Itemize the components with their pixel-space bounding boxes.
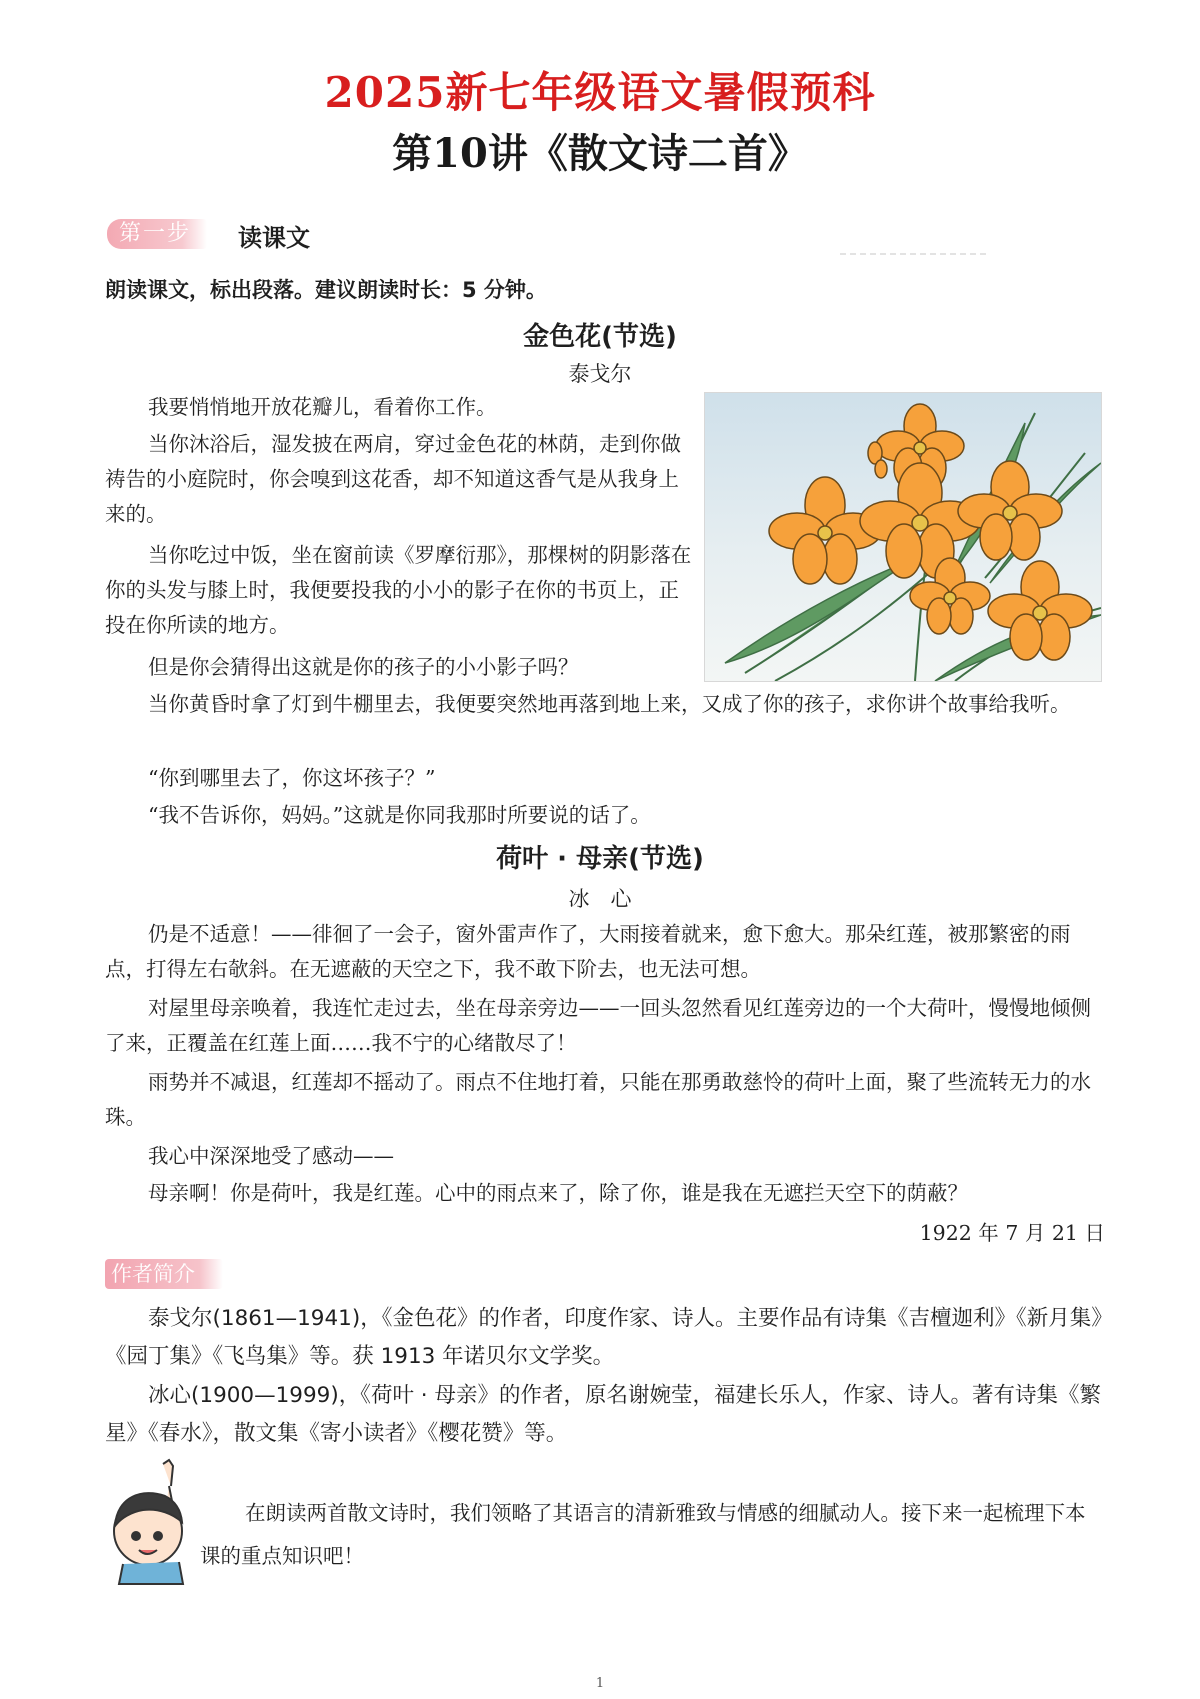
divider	[840, 253, 990, 255]
poem1-paragraph: 但是你会猜得出这就是你的孩子的小小影子吗？	[148, 655, 579, 679]
step-badge	[107, 219, 207, 249]
poem1-paragraph: 我要悄悄地开放花瓣儿，看着你工作。	[148, 395, 497, 419]
author-bio-bingxin: 冰心(1900—1999)，《荷叶 · 母亲》的作者，原名谢婉莹，福建长乐人，作家、诗人。著有诗集《繁星》《春水》，散文集《寄小读者》《樱花赞》等。	[105, 1383, 1101, 1446]
page-number: 1	[595, 1676, 605, 1691]
poem1-paragraph: 当你沐浴后，湿发披在两肩，穿过金色花的林荫，走到你做祷告的小庭院时，你会嗅到这花香，却不知道这香气是从我身上来的。	[105, 432, 681, 526]
poem2-paragraph: 仍是不适意！——徘徊了一会子，窗外雷声作了，大雨接着就来，愈下愈大。那朵红莲，被那繁密的雨点，打得左右欹斜。在无遮蔽的天空之下，我不敢下阶去，也无法可想。	[105, 922, 1071, 981]
poem2-date: 1922 年 7 月 21 日	[919, 1221, 1105, 1245]
step-title: 读课文	[238, 224, 310, 252]
cartoon-boy-pointing-icon	[103, 1456, 203, 1586]
poem2-title: 荷叶 · 母亲(节选)	[496, 844, 704, 874]
poem1-paragraph: “我不告诉你，妈妈。”这就是你同我那时所要说的话了。	[148, 803, 651, 827]
author-intro-badge-label: 作者简介	[111, 1262, 195, 1286]
closing-text: 在朗读两首散文诗时，我们领略了其语言的清新雅致与情感的细腻动人。接下来一起梳理下本课的重点知识吧！	[200, 1501, 1086, 1568]
author-intro-badge	[105, 1259, 223, 1289]
lesson-title: 第10讲《散文诗二首》	[392, 130, 808, 177]
poem2-author: 冰 心	[568, 887, 632, 911]
poem1-author: 泰戈尔	[568, 362, 632, 386]
poem1-title: 金色花(节选)	[523, 322, 677, 352]
poem2-paragraph: 对屋里母亲唤着，我连忙走过去，坐在母亲旁边——一回头忽然看见红莲旁边的一个大荷叶，慢慢地倾侧了来，正覆盖在红莲上面……我不宁的心绪散尽了！	[105, 996, 1091, 1055]
poem2-paragraph: 雨势并不减退，红莲却不摇动了。雨点不住地打着，只能在那勇敢慈怜的荷叶上面，聚了些流转无力的水珠。	[105, 1070, 1091, 1129]
golden-flower-illustration	[704, 392, 1102, 682]
poem2-paragraph: 母亲啊！你是荷叶，我是红莲。心中的雨点来了，除了你，谁是我在无遮拦天空下的荫蔽？	[148, 1181, 968, 1205]
poem1-paragraph: 当你吃过中饭，坐在窗前读《罗摩衍那》，那棵树的阴影落在你的头发与膝上时，我便要投我的小小的影子在你的书页上，正投在你所读的地方。	[105, 543, 692, 637]
author-bio-tagore: 泰戈尔(1861—1941)，《金色花》的作者，印度作家、诗人。主要作品有诗集《吉檀迦利》《新月集》《园丁集》《飞鸟集》等。获 1913 年诺贝尔文学奖。	[105, 1306, 1102, 1369]
poem2-paragraph: 我心中深深地受了感动——	[148, 1144, 394, 1168]
reading-instruction: 朗读课文，标出段落。建议朗读时长：5 分钟。	[105, 278, 547, 302]
step-badge-label: 第一步	[119, 221, 192, 246]
poem1-paragraph: 当你黄昏时拿了灯到牛棚里去，我便要突然地再落到地上来，又成了你的孩子，求你讲个故事给我听。	[148, 692, 1071, 716]
poem1-paragraph: “你到哪里去了，你这坏孩子？”	[148, 766, 436, 790]
document-title: 2025新七年级语文暑假预科	[324, 68, 876, 117]
